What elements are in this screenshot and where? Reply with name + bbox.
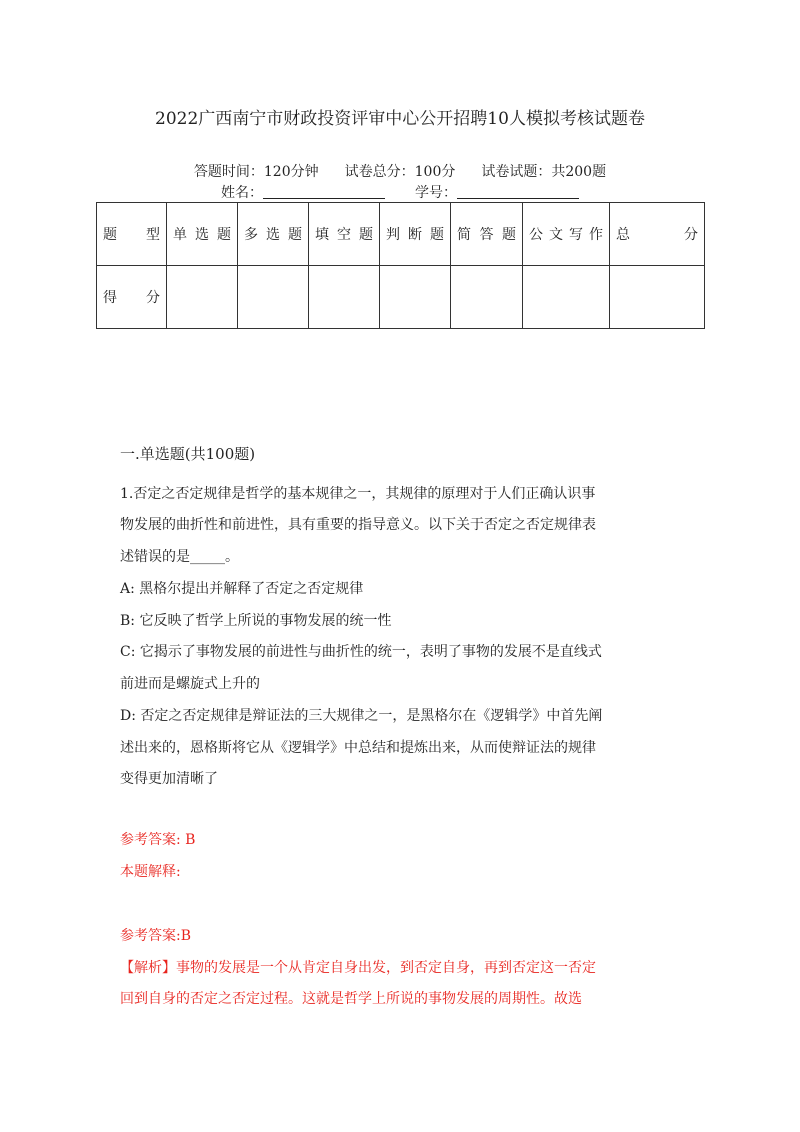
exam-question-count: 试卷试题：共200题	[481, 164, 607, 180]
option-d-continued: 述出来的，恩格斯将它从《逻辑学》中总结和提炼出来，从而使辩证法的规律	[120, 740, 596, 756]
reference-answer: 参考答案: B	[120, 832, 196, 848]
header-document-writing: 公文写作	[523, 203, 610, 266]
option-c-continued: 前进而是螺旋式上升的	[120, 676, 260, 692]
header-type: 题 型	[97, 203, 167, 266]
option-c: C: 它揭示了事物发展的前进性与曲折性的统一，表明了事物的发展不是直线式	[120, 644, 602, 660]
exam-title: 2022广西南宁市财政投资评审中心公开招聘10人模拟考核试题卷	[155, 109, 645, 129]
analysis-line: 回到自身的否定之否定过程。这就是哲学上所说的事物发展的周期性。故选	[120, 991, 582, 1007]
option-d-continued: 变得更加清晰了	[120, 771, 218, 787]
explanation-label: 本题解释:	[120, 864, 181, 880]
header-short-answer: 简答题	[451, 203, 523, 266]
exam-time: 答题时间：120分钟	[193, 164, 319, 180]
option-b: B: 它反映了哲学上所说的事物发展的统一性	[120, 613, 392, 629]
exam-total-score: 试卷总分：100分	[344, 164, 456, 180]
question-stem-line: 1.否定之否定规律是哲学的基本规律之一，其规律的原理对于人们正确认识事	[120, 486, 596, 502]
question-stem-line: 述错误的是_____。	[120, 549, 239, 565]
student-id-label: 学号：	[415, 185, 457, 201]
option-a: A: 黑格尔提出并解释了否定之否定规律	[120, 581, 364, 597]
analysis-line: 【解析】事物的发展是一个从肯定自身出发，到否定自身，再到否定这一否定	[120, 960, 596, 976]
name-label: 姓名：	[221, 185, 263, 201]
header-true-false: 判断题	[380, 203, 451, 266]
header-fill-blank: 填空题	[309, 203, 380, 266]
section-title: 一.单选题(共100题)	[120, 445, 256, 463]
header-multiple-choice: 多选题	[238, 203, 309, 266]
option-d: D: 否定之否定规律是辩证法的三大规律之一，是黑格尔在《逻辑学》中首先阐	[120, 708, 603, 724]
header-single-choice: 单选题	[167, 203, 238, 266]
question-stem-line: 物发展的曲折性和前进性，具有重要的指导意义。以下关于否定之否定规律表	[120, 517, 596, 533]
header-total: 总 分	[610, 203, 705, 266]
score-row-label: 得 分	[97, 266, 167, 329]
reference-answer-repeat: 参考答案:B	[120, 928, 192, 944]
